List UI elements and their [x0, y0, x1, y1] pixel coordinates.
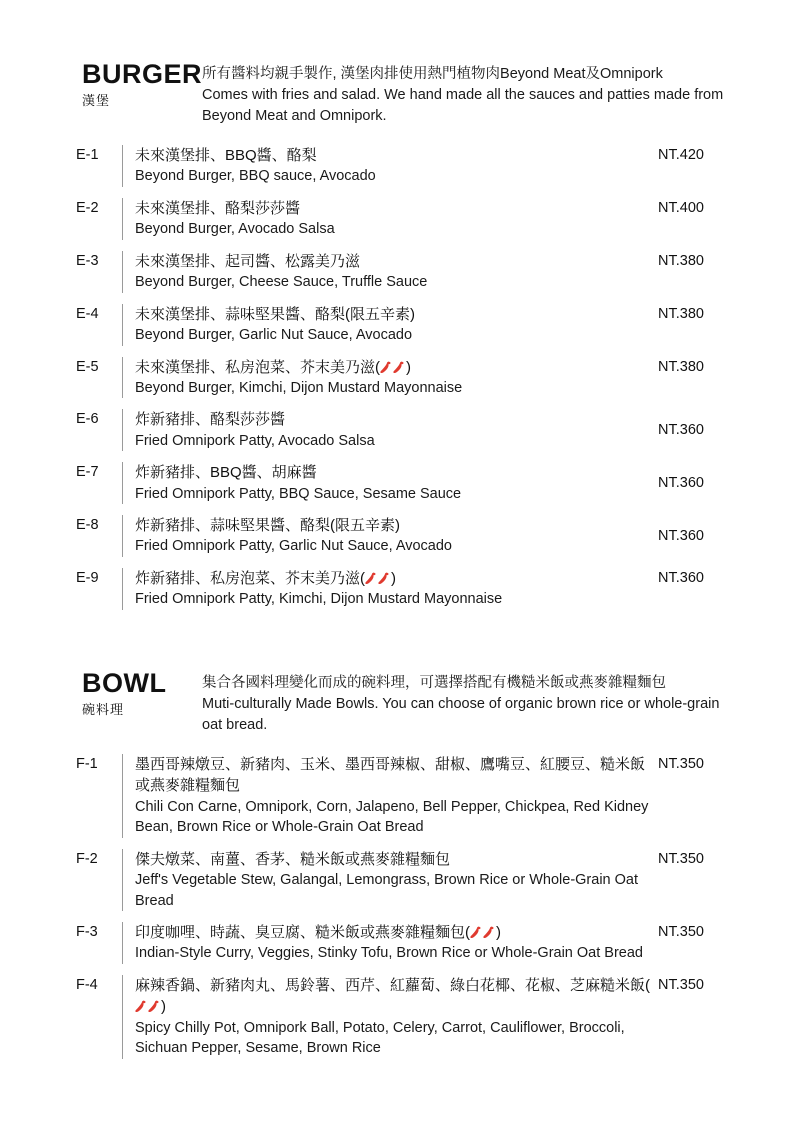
item-body [135, 304, 730, 346]
item-name-zh [135, 462, 652, 483]
item-price: NT.360 [658, 570, 704, 587]
item-name-zh [135, 515, 652, 536]
item-code: E-1 [76, 147, 99, 164]
item-code: E-8 [76, 517, 99, 534]
item-name-zh [135, 198, 652, 219]
item-row [135, 304, 730, 346]
item-name-zh-text: 未來漢堡排、起司醬、松露美乃滋 [135, 252, 361, 270]
item-divider [122, 975, 123, 1059]
item-name-zh-text: 印度咖哩、時蔬、臭豆腐、糙米飯或燕麥雜糧麵包( [135, 924, 470, 942]
item-row [135, 849, 730, 911]
item-name-zh-suffix: ) [391, 570, 396, 588]
item-price: NT.350 [658, 924, 704, 941]
spicy-level-icon [135, 997, 161, 1018]
item-name-zh [135, 568, 652, 589]
menu-items [70, 754, 730, 1059]
item-name-zh-suffix: ) [406, 358, 411, 376]
item-names [135, 462, 652, 504]
item-name-zh-suffix: ) [161, 998, 166, 1016]
item-price: NT.360 [658, 528, 704, 545]
item-price: NT.350 [658, 977, 704, 994]
menu-sections [70, 60, 730, 1059]
item-divider [122, 462, 123, 504]
item-divider [122, 251, 123, 293]
menu-item [70, 849, 730, 911]
menu-item [70, 568, 730, 610]
item-code: F-1 [76, 755, 98, 772]
item-divider [122, 198, 123, 240]
item-name-en: Beyond Burger, Garlic Nut Sauce, Avocado [135, 326, 413, 343]
item-name-en: Spicy Chilly Pot, Omnipork Ball, Potato, Celery, Carrot, Cauliflower, Broccoli, Sichuan Pepper, Sesame, Brown Rice [135, 1019, 625, 1057]
item-name-zh [135, 849, 652, 870]
item-price: NT.350 [658, 850, 704, 867]
item-code: F-2 [76, 850, 98, 867]
item-name-zh-text: 麻辣香鍋、新豬肉丸、馬鈴薯、西芹、紅蘿蔔、綠白花椰、花椒、芝麻糙米飯( [135, 977, 650, 995]
item-row [135, 975, 730, 1059]
menu-section [70, 60, 730, 610]
menu-item [70, 251, 730, 293]
section-title-wrap [70, 60, 202, 109]
spicy-level-icon [380, 358, 406, 379]
item-body [135, 357, 730, 399]
item-divider [122, 357, 123, 399]
section-title-wrap [70, 669, 202, 718]
item-body [135, 754, 730, 838]
item-price: NT.420 [658, 147, 704, 164]
menu-item [70, 357, 730, 399]
item-name-zh [135, 409, 652, 430]
section-spacer [70, 621, 730, 669]
item-body [135, 515, 730, 557]
item-body [135, 409, 730, 451]
spicy-level-icon [365, 569, 391, 590]
section-description-zh: 集合各國料理變化而成的碗料理，可選擇搭配有機糙米飯或燕麥雜糧麵包 [202, 674, 666, 691]
item-code: E-3 [76, 252, 99, 269]
item-names [135, 198, 652, 240]
item-names [135, 145, 652, 187]
section-header [70, 60, 730, 127]
menu-item [70, 754, 730, 838]
menu-section [70, 669, 730, 1059]
section-description [202, 669, 730, 736]
item-name-zh-suffix: ) [496, 924, 501, 942]
item-name-zh-text: 炸新豬排、私房泡菜、芥末美乃滋( [135, 570, 365, 588]
item-row [135, 198, 730, 240]
item-row [135, 145, 730, 187]
item-name-zh-text: 炸新豬排、BBQ醬、胡麻醬 [135, 464, 317, 482]
item-code: E-9 [76, 570, 99, 587]
item-names [135, 304, 652, 346]
item-price: NT.350 [658, 755, 704, 772]
item-names [135, 409, 652, 451]
item-name-en: Beyond Burger, Kimchi, Dijon Mustard Mayonnaise [135, 379, 463, 396]
item-name-zh [135, 357, 652, 378]
item-body [135, 922, 730, 964]
menu-item [70, 304, 730, 346]
item-body [135, 568, 730, 610]
item-body [135, 251, 730, 293]
item-name-zh [135, 145, 652, 166]
item-name-zh [135, 922, 652, 943]
section-description-zh: 所有醬料均親手製作, 漢堡肉排使用熱門植物肉Beyond Meat及Omnipork [202, 66, 663, 82]
item-row [135, 754, 730, 838]
item-price: NT.380 [658, 252, 704, 269]
item-divider [122, 515, 123, 557]
item-divider [122, 754, 123, 838]
section-description-en: Muti-culturally Made Bowls. You can choose of organic brown rice or whole-grain oat bread. [202, 695, 720, 733]
item-names [135, 849, 652, 911]
item-name-en: Beyond Burger, BBQ sauce, Avocado [135, 168, 376, 185]
menu-item [70, 515, 730, 557]
item-names [135, 754, 652, 838]
item-row [135, 568, 730, 610]
item-code: E-5 [76, 358, 99, 375]
item-row [135, 462, 730, 504]
section-subtitle: 漢堡 [82, 93, 111, 109]
item-divider [122, 304, 123, 346]
item-name-en: Chili Con Carne, Omnipork, Corn, Jalapeno, Bell Pepper, Chickpea, Red Kidney Bean, Brown Rice or Whole-Grain Oat Bread [135, 798, 649, 836]
item-name-zh [135, 251, 652, 272]
spicy-level-icon [470, 923, 496, 944]
menu-items [70, 145, 730, 610]
item-name-en: Beyond Burger, Cheese Sauce, Truffle Sauce [135, 274, 428, 291]
item-body [135, 975, 730, 1059]
item-name-zh-text: 未來漢堡排、私房泡菜、芥末美乃滋( [135, 358, 380, 376]
item-price: NT.380 [658, 305, 704, 322]
item-price: NT.380 [658, 358, 704, 375]
item-row [135, 251, 730, 293]
item-row [135, 409, 730, 451]
item-code: E-4 [76, 305, 99, 322]
item-name-zh-text: 未來漢堡排、BBQ醬、酪梨 [135, 147, 317, 165]
item-body [135, 849, 730, 911]
item-names [135, 568, 652, 610]
section-header [70, 669, 730, 736]
item-name-zh [135, 754, 652, 797]
item-divider [122, 849, 123, 911]
item-name-en: Beyond Burger, Avocado Salsa [135, 221, 335, 238]
menu-item [70, 198, 730, 240]
item-name-zh-text: 墨西哥辣燉豆、新豬肉、玉米、墨西哥辣椒、甜椒、鷹嘴豆、紅腰豆、糙米飯或燕麥雜糧麵包 [135, 755, 646, 795]
item-name-en: Fried Omnipork Patty, Avocado Salsa [135, 432, 375, 449]
item-name-zh-text: 炸新豬排、酪梨莎莎醬 [135, 411, 286, 429]
item-name-zh-text: 未來漢堡排、酪梨莎莎醬 [135, 199, 301, 217]
item-code: F-4 [76, 977, 98, 994]
section-description-en: Comes with fries and salad. We hand made all the sauces and patties made from Beyond Meat and Omnipork. [202, 87, 724, 125]
menu-item [70, 975, 730, 1059]
item-row [135, 515, 730, 557]
item-name-zh [135, 304, 652, 325]
section-description [202, 60, 730, 127]
item-body [135, 145, 730, 187]
item-name-en: Fried Omnipork Patty, BBQ Sauce, Sesame Sauce [135, 485, 462, 502]
item-body [135, 198, 730, 240]
menu-item [70, 145, 730, 187]
item-row [135, 922, 730, 964]
item-code: F-3 [76, 924, 98, 941]
item-name-zh-text: 未來漢堡排、蒜味堅果醬、酪梨(限五辛素) [135, 305, 415, 323]
item-name-zh-text: 炸新豬排、蒜味堅果醬、酪梨(限五辛素) [135, 517, 400, 535]
section-title: BURGER [82, 59, 203, 89]
menu-item [70, 922, 730, 964]
item-names [135, 357, 652, 399]
item-divider [122, 145, 123, 187]
item-divider [122, 922, 123, 964]
item-code: E-7 [76, 464, 99, 481]
item-name-en: Fried Omnipork Patty, Garlic Nut Sauce, Avocado [135, 538, 452, 555]
item-name-en: Indian-Style Curry, Veggies, Stinky Tofu, Brown Rice or Whole-Grain Oat Bread [135, 945, 643, 962]
item-price: NT.360 [658, 422, 704, 439]
item-name-zh-text: 傑夫燉菜、南薑、香茅、糙米飯或燕麥雜糧麵包 [135, 850, 451, 868]
item-price: NT.360 [658, 475, 704, 492]
item-price: NT.400 [658, 199, 704, 216]
item-row [135, 357, 730, 399]
section-subtitle: 碗料理 [82, 702, 125, 718]
item-code: E-6 [76, 411, 99, 428]
item-names [135, 922, 652, 964]
item-names [135, 975, 652, 1059]
menu-item [70, 409, 730, 451]
item-name-en: Jeff's Vegetable Stew, Galangal, Lemongrass, Brown Rice or Whole-Grain Oat Bread [135, 872, 639, 909]
item-divider [122, 409, 123, 451]
item-name-en: Fried Omnipork Patty, Kimchi, Dijon Mustard Mayonnaise [135, 591, 503, 608]
item-divider [122, 568, 123, 610]
item-code: E-2 [76, 199, 99, 216]
item-body [135, 462, 730, 504]
item-names [135, 515, 652, 557]
menu-item [70, 462, 730, 504]
item-name-zh [135, 975, 652, 1018]
section-title: BOWL [82, 667, 167, 698]
item-names [135, 251, 652, 293]
